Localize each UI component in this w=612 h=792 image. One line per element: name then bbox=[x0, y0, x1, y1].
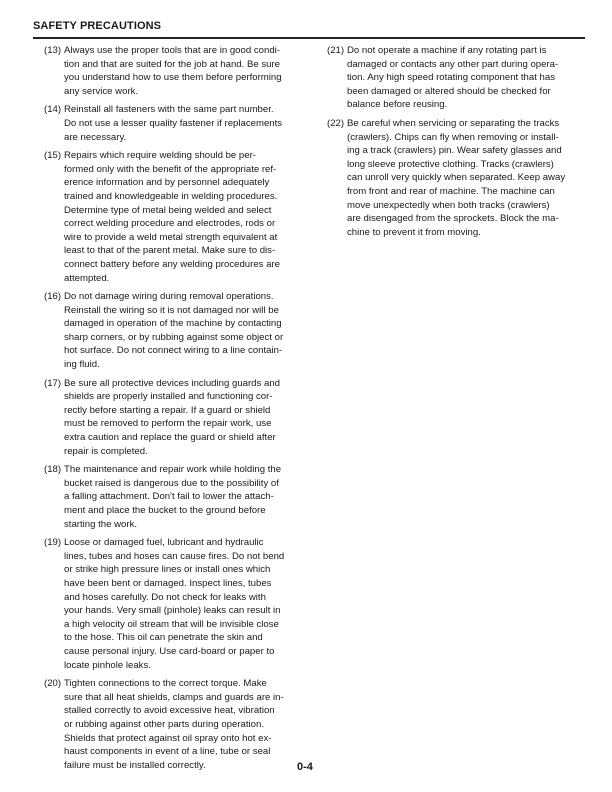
list-item bbox=[44, 536, 306, 672]
item-number: (21) bbox=[327, 45, 345, 56]
item-text-line: been damaged or altered should be checked for bbox=[347, 85, 551, 97]
item-text-line: haust components in event of a line, tube or seal bbox=[64, 746, 271, 758]
list-item bbox=[327, 44, 589, 112]
item-text-line: to the hose. This oil can penetrate the skin and bbox=[64, 632, 263, 644]
item-text-line: and hoses carefully. Do not check for leaks with bbox=[64, 591, 266, 603]
item-text-line: extra caution and replace the guard or shield after bbox=[64, 432, 276, 444]
item-text-line: sharp corners, or by rubbing against some object or bbox=[64, 331, 284, 343]
item-text-line: starting the work. bbox=[64, 518, 138, 530]
item-number: (14) bbox=[44, 104, 62, 116]
item-text-line: are necessary. bbox=[64, 131, 127, 143]
list-item bbox=[44, 463, 306, 531]
item-text-line: stalled correctly to avoid excessive heat, vibration bbox=[64, 705, 275, 717]
item-text-line: Always use the proper tools that are in good condi- bbox=[64, 45, 280, 56]
item-text-line: erence information and by personnel adequately bbox=[64, 177, 270, 189]
item-text-line: or rubbing against other parts during operation. bbox=[64, 718, 264, 730]
item-text-line: repair is completed. bbox=[64, 445, 148, 457]
page-number: 0-4 bbox=[297, 761, 313, 773]
item-text-line: your hands. Very small (pinhole) leaks can result in bbox=[64, 605, 281, 617]
item-text-line: rectly before starting a repair. If a guard or shield bbox=[64, 404, 271, 416]
item-text-line: hot surface. Do not connect wiring to a line contain- bbox=[64, 345, 283, 357]
item-text-line: tion. Any high speed rotating component that has bbox=[347, 72, 556, 84]
item-text-line: Repairs which require welding should be per- bbox=[64, 150, 256, 162]
item-number: (18) bbox=[44, 464, 62, 476]
list-item bbox=[44, 290, 306, 372]
list-item bbox=[44, 103, 306, 144]
item-text-line: move unexpectedly when both tracks (crawlers) bbox=[347, 199, 550, 211]
list-item bbox=[327, 117, 589, 239]
item-text-line: Do not damage wiring during removal operations. bbox=[64, 291, 274, 303]
page-title: SAFETY PRECAUTIONS bbox=[33, 20, 162, 32]
item-text-line: connect battery before any welding procedures are bbox=[64, 258, 280, 270]
item-text-line: damaged or contacts any other part during opera- bbox=[347, 58, 559, 70]
item-text-line: damaged in operation of the machine by contacting bbox=[64, 318, 282, 330]
item-text-line: have been bent or damaged. Inspect lines, tubes bbox=[64, 577, 272, 589]
item-number: (19) bbox=[44, 537, 62, 549]
item-text-line: formed only with the benefit of the appropriate ref- bbox=[64, 163, 277, 175]
item-text-line: chine to prevent it from moving. bbox=[347, 226, 481, 238]
item-text-line: (crawlers). Chips can fly when removing or install- bbox=[347, 131, 559, 143]
item-text-line: tion and that are suited for the job at hand. Be sure bbox=[64, 58, 281, 70]
item-text-line: sure that all heat shields, clamps and guards are in- bbox=[64, 691, 284, 703]
item-text-line: from front and rear of machine. The machine can bbox=[347, 185, 555, 197]
left-column bbox=[44, 44, 306, 777]
item-number: (22) bbox=[327, 117, 345, 129]
item-text-line: any service work. bbox=[64, 85, 139, 97]
item-text-line: least to that of the parent metal. Make sure to dis- bbox=[64, 245, 276, 257]
item-text-line: shields are properly installed and functioning cor- bbox=[64, 391, 273, 403]
item-text-line: a falling attachment. Don't fail to lower the attach- bbox=[64, 491, 274, 503]
item-text-line: Loose or damaged fuel, lubricant and hydraulic bbox=[64, 537, 264, 549]
item-text-line: Reinstall the wiring so it is not damaged nor will be bbox=[64, 304, 279, 316]
item-text-line: or strike high pressure lines or install ones which bbox=[64, 564, 271, 576]
item-text-line: can unroll very quickly when separated. Keep away bbox=[347, 172, 566, 184]
item-number: (16) bbox=[44, 291, 62, 303]
item-text-line: correct welding procedure and electrodes, rods or bbox=[64, 218, 276, 230]
item-number: (13) bbox=[44, 45, 62, 56]
item-text-line: Do not operate a machine if any rotating part is bbox=[347, 45, 547, 56]
item-text-line: failure must be installed correctly. bbox=[64, 759, 206, 771]
item-text-line: Do not use a lesser quality fastener if replacements bbox=[64, 117, 283, 129]
list-item bbox=[44, 377, 306, 459]
item-text-line: a high velocity oil stream that will be invisible close bbox=[64, 618, 279, 630]
item-text-line: Be sure all protective devices including guards and bbox=[64, 377, 280, 389]
item-number: (20) bbox=[44, 678, 62, 690]
item-text-line: ing fluid. bbox=[64, 359, 100, 371]
item-text-line: must be removed to perform the repair work, use bbox=[64, 418, 272, 430]
header-rule bbox=[33, 37, 585, 39]
item-text-line: locate pinhole leaks. bbox=[64, 659, 151, 671]
item-text-line: are disengaged from the sprockets. Block the ma- bbox=[347, 213, 559, 225]
item-text-line: bucket raised is dangerous due to the possibility of bbox=[64, 477, 279, 489]
item-text-line: long sleeve protective clothing. Tracks (crawlers) bbox=[347, 158, 554, 170]
item-text-line: The maintenance and repair work while holding the bbox=[64, 464, 282, 476]
list-item bbox=[44, 44, 306, 98]
item-text-line: trained and knowledgeable in welding procedures. bbox=[64, 190, 278, 202]
item-number: (17) bbox=[44, 377, 62, 389]
right-column bbox=[327, 44, 589, 244]
item-text-line: attempted. bbox=[64, 272, 110, 284]
item-number: (15) bbox=[44, 150, 62, 162]
item-text-line: lines, tubes and hoses can cause fires. Do not bend bbox=[64, 550, 285, 562]
item-text-line: balance before reusing. bbox=[347, 99, 448, 111]
item-text-line: Reinstall all fasteners with the same part number. bbox=[64, 104, 274, 116]
item-text-line: Shields that protect against oil spray onto hot ex- bbox=[64, 732, 272, 744]
item-text-line: wire to provide a weld metal strength equivalent at bbox=[64, 231, 278, 243]
item-text-line: ing a track (crawlers) pin. Wear safety glasses and bbox=[347, 145, 562, 157]
item-text-line: Be careful when servicing or separating the tracks bbox=[347, 117, 560, 129]
item-text-line: cause personal injury. Use card-board or paper to bbox=[64, 645, 275, 657]
item-text-line: Determine type of metal being welded and select bbox=[64, 204, 272, 216]
list-item bbox=[44, 677, 306, 772]
item-text-line: ment and place the bucket to the ground before bbox=[64, 505, 266, 516]
item-text-line: Tighten connections to the correct torque. Make bbox=[64, 678, 267, 690]
item-text-line: you understand how to use them before performing bbox=[64, 72, 282, 84]
list-item bbox=[44, 149, 306, 285]
